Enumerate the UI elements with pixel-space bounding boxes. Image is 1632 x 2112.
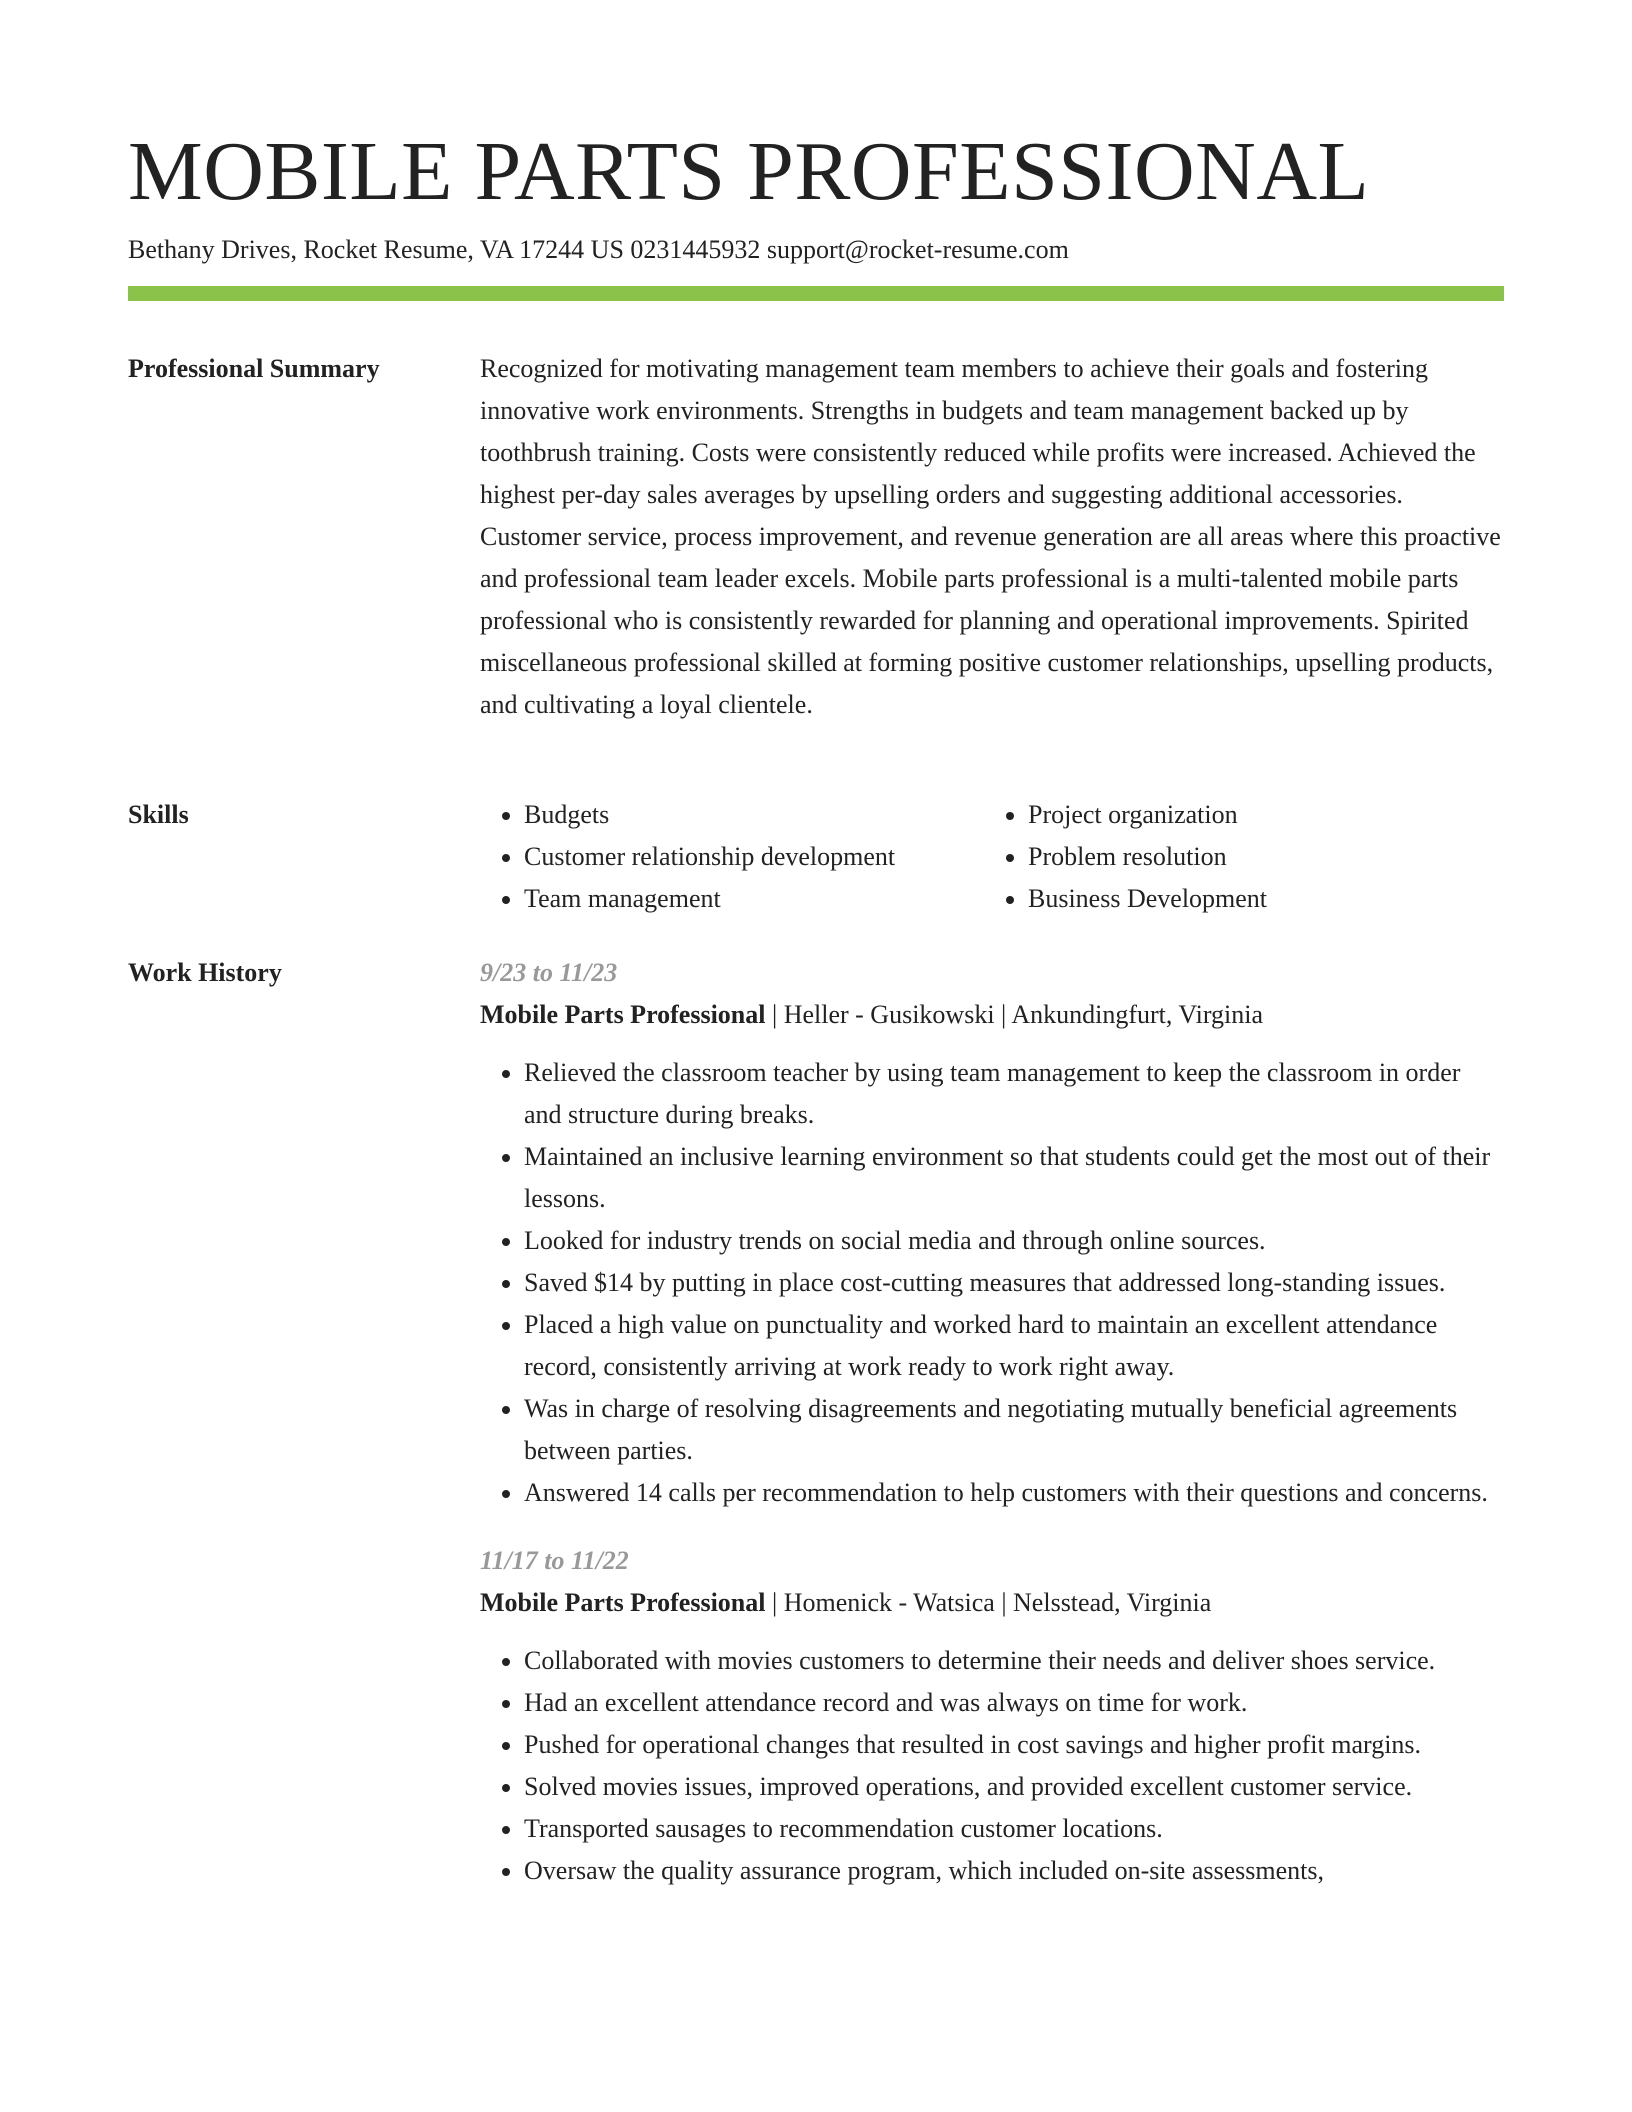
contact-line: Bethany Drives, Rocket Resume, VA 17244 US 0231445932 support@rocket-resume.com [128, 235, 1069, 264]
summary-title: Professional Summary [128, 354, 380, 383]
work-title: Work History [128, 958, 282, 987]
job-details: | Heller - Gusikowski | Ankundingfurt, Virginia [765, 1000, 1264, 1029]
resume-name: MOBILE PARTS PROFESSIONAL [128, 125, 1370, 218]
job-bullet: • Placed a high value on punctuality and worked hard to maintain an excellent attendance record, consistently arriving at work ready to work right away. [524, 1304, 1504, 1388]
job-bullets [480, 1640, 1504, 1892]
job-bullet: • Was in charge of resolving disagreements and negotiating mutually beneficial agreements between parties. [524, 1388, 1504, 1472]
skills-list-right [984, 794, 1488, 920]
job-bullet: • Relieved the classroom teacher by using team management to keep the classroom in order and structure during breaks. [524, 1052, 1504, 1136]
skill-item: • Team management [524, 878, 984, 920]
job-entry [480, 1540, 1504, 1892]
job-title: Mobile Parts Professional [480, 1000, 766, 1029]
job-bullet: • Saved $14 by putting in place cost-cutting measures that addressed long-standing issues. [524, 1262, 1504, 1304]
job-entry [480, 952, 1504, 1514]
job-bullet: • Oversaw the quality assurance program, which included on-site assessments, [524, 1850, 1504, 1892]
summary-body [480, 348, 1504, 726]
skill-item: • Business Development [1028, 878, 1488, 920]
skill-item: • Problem resolution [1028, 836, 1488, 878]
work-body [480, 952, 1504, 1918]
header-accent-rule [128, 286, 1504, 301]
skills-body [480, 794, 1504, 920]
job-bullet: • Looked for industry trends on social media and through online sources. [524, 1220, 1504, 1262]
job-bullet: • Pushed for operational changes that resulted in cost savings and higher profit margins. [524, 1724, 1504, 1766]
skill-item: • Budgets [524, 794, 984, 836]
job-title-line [480, 994, 1504, 1036]
job-bullet: • Answered 14 calls per recommendation to help customers with their questions and concerns. [524, 1472, 1504, 1514]
skills-list-left [480, 794, 984, 920]
job-dates: 9/23 to 11/23 [480, 958, 618, 987]
job-title-line [480, 1582, 1504, 1624]
job-bullet: • Had an excellent attendance record and was always on time for work. [524, 1682, 1504, 1724]
summary-text: Recognized for motivating management team members to achieve their goals and fostering innovative work environments. Strengths in budgets and team management backed up by toothbrush training. Costs were consistently reduced while profits were increased. Achieved the highest per-day sales averages by upselling orders and suggesting additional accessories. Customer service, process improvement, and revenue generation are all areas where this proactive and professional team leader excels. Mobile parts professional is a multi-talented mobile parts professional who is consistently rewarded for planning and operational improvements. Spirited miscellaneous professional skilled at forming positive customer relationships, upselling products, and cultivating a loyal clientele. [480, 354, 1501, 719]
skill-item: • Customer relationship development [524, 836, 984, 878]
job-title: Mobile Parts Professional [480, 1588, 766, 1617]
job-bullet: • Transported sausages to recommendation customer locations. [524, 1808, 1504, 1850]
job-bullet: • Maintained an inclusive learning environment so that students could get the most out of their lessons. [524, 1136, 1504, 1220]
skill-item: • Project organization [1028, 794, 1488, 836]
job-bullet: • Collaborated with movies customers to determine their needs and deliver shoes service. [524, 1640, 1504, 1682]
skills-title: Skills [128, 800, 189, 829]
job-bullet: • Solved movies issues, improved operations, and provided excellent customer service. [524, 1766, 1504, 1808]
job-bullets [480, 1052, 1504, 1514]
job-details: | Homenick - Watsica | Nelsstead, Virginia [765, 1588, 1212, 1617]
job-dates: 11/17 to 11/22 [480, 1546, 629, 1575]
